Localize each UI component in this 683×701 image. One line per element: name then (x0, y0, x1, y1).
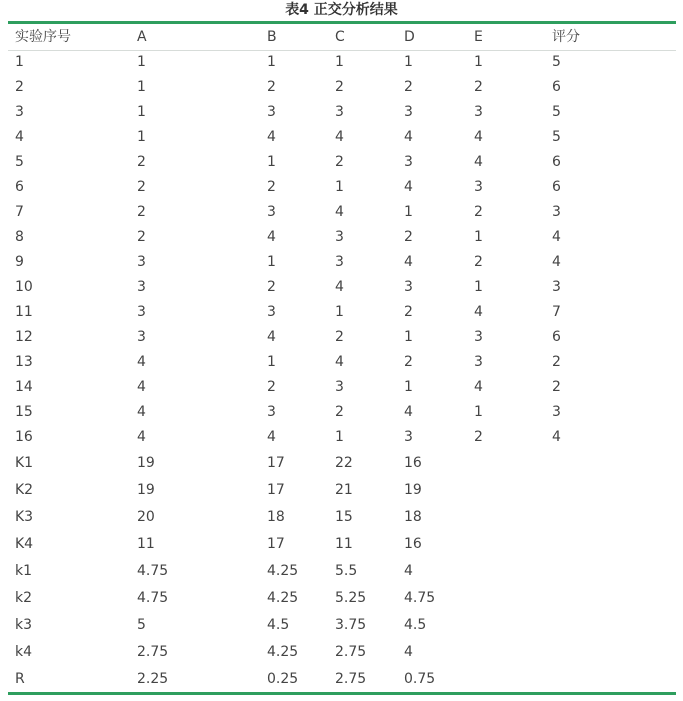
table-cell: 2 (474, 79, 483, 95)
table-cell: 2 (474, 254, 483, 270)
table-cell: 7 (15, 204, 24, 220)
table-cell: 2 (137, 204, 146, 220)
table-header-row (0, 25, 683, 50)
summary-row (0, 477, 683, 504)
table-cell: 2 (267, 279, 276, 295)
table-cell: 3 (335, 379, 344, 395)
table-row (0, 350, 683, 375)
table-cell: k3 (15, 617, 33, 633)
table-cell: 0.75 (404, 671, 436, 687)
table-cell: 2.75 (335, 644, 367, 660)
table-cell: 3 (474, 179, 483, 195)
table-cell: 2 (335, 404, 344, 420)
table-cell: 18 (267, 509, 285, 525)
table-cell: 4 (15, 129, 24, 145)
table-top-rule (8, 21, 676, 24)
table-cell: 6 (552, 154, 561, 170)
table-cell: 10 (15, 279, 33, 295)
table-cell: 4 (474, 304, 483, 320)
table-cell: k1 (15, 563, 33, 579)
table-row (0, 75, 683, 100)
table-row (0, 300, 683, 325)
table-cell: 4 (474, 129, 483, 145)
table-cell: 2.25 (137, 671, 169, 687)
table-cell: 3 (267, 304, 276, 320)
table-cell: 4 (404, 404, 413, 420)
table-cell: 21 (335, 482, 353, 498)
table-row (0, 175, 683, 200)
summary-row (0, 639, 683, 666)
table-cell: 5 (15, 154, 24, 170)
table-cell: 5.25 (335, 590, 367, 606)
table-cell: 3 (552, 404, 561, 420)
table-cell: 2 (267, 179, 276, 195)
summary-row (0, 612, 683, 639)
table-cell: 4.5 (404, 617, 427, 633)
table-cell: 2 (474, 429, 483, 445)
table-cell: 4 (552, 229, 561, 245)
table-cell: 6 (552, 329, 561, 345)
table-cell: 4.75 (137, 563, 169, 579)
table-cell: 11 (15, 304, 33, 320)
table-cell: 1 (137, 104, 146, 120)
column-header: 评分 (552, 29, 580, 45)
table-cell: 15 (15, 404, 33, 420)
table-cell: 19 (137, 482, 155, 498)
table-cell: 3 (267, 204, 276, 220)
table-row (0, 125, 683, 150)
table-cell: 3 (474, 329, 483, 345)
table-cell: K2 (15, 482, 34, 498)
table-cell: 3 (137, 254, 146, 270)
table-row (0, 200, 683, 225)
table-cell: 2.75 (335, 671, 367, 687)
table-cell: 2 (267, 379, 276, 395)
table-cell: 4 (552, 429, 561, 445)
table-cell: 16 (404, 455, 422, 471)
table-cell: 14 (15, 379, 33, 395)
table-cell: 3 (474, 354, 483, 370)
table-cell: 2.75 (137, 644, 169, 660)
table-title: 表4 正交分析结果 (285, 2, 398, 18)
table-cell: 3 (335, 229, 344, 245)
table-cell: 6 (552, 179, 561, 195)
table-row (0, 50, 683, 75)
table-cell: 1 (474, 229, 483, 245)
table-cell: 2 (404, 304, 413, 320)
table-cell: 1 (15, 54, 24, 70)
table-cell: 3 (137, 279, 146, 295)
table-cell: 3 (267, 104, 276, 120)
table-cell: 4.25 (267, 644, 299, 660)
table-cell: K3 (15, 509, 34, 525)
table-cell: 3 (335, 104, 344, 120)
table-cell: k4 (15, 644, 33, 660)
table-cell: 1 (267, 254, 276, 270)
table-cell: 7 (552, 304, 561, 320)
table-row (0, 100, 683, 125)
table-cell: 4 (404, 254, 413, 270)
table-cell: 1 (137, 79, 146, 95)
table-cell: 3 (404, 154, 413, 170)
table-cell: 17 (267, 536, 285, 552)
summary-row (0, 558, 683, 585)
table-row (0, 400, 683, 425)
table-cell: 2 (474, 204, 483, 220)
column-header: B (267, 29, 277, 45)
table-cell: 4 (335, 204, 344, 220)
table-cell: 5 (552, 104, 561, 120)
table-cell: 3 (15, 104, 24, 120)
table-body (0, 50, 683, 693)
table-cell: 1 (267, 54, 276, 70)
table-cell: 4 (404, 179, 413, 195)
table-cell: 4 (137, 429, 146, 445)
table-cell: 2 (552, 379, 561, 395)
table-cell: 4 (137, 379, 146, 395)
table-cell: R (15, 671, 25, 687)
table-cell: 4 (552, 254, 561, 270)
table-cell: 4.25 (267, 590, 299, 606)
table-cell: 4 (137, 354, 146, 370)
table-cell: 2 (15, 79, 24, 95)
table-cell: 3 (137, 329, 146, 345)
table-cell: 4 (267, 429, 276, 445)
table-cell: 1 (474, 54, 483, 70)
table-cell: 4.5 (267, 617, 290, 633)
table-row (0, 250, 683, 275)
table-cell: 2 (137, 179, 146, 195)
table-cell: 11 (335, 536, 353, 552)
table-cell: 5 (552, 129, 561, 145)
table-cell: 1 (137, 54, 146, 70)
table-cell: 4 (474, 379, 483, 395)
table-cell: 4 (404, 563, 413, 579)
summary-row (0, 504, 683, 531)
table-cell: 1 (474, 279, 483, 295)
column-header: A (137, 29, 147, 45)
table-cell: 1 (267, 154, 276, 170)
table-cell: 19 (404, 482, 422, 498)
summary-row (0, 666, 683, 693)
table-cell: 11 (137, 536, 155, 552)
table-row (0, 225, 683, 250)
table-cell: 2 (335, 329, 344, 345)
table-cell: 3 (552, 279, 561, 295)
table-cell: 9 (15, 254, 24, 270)
table-cell: 1 (335, 304, 344, 320)
table-cell: 1 (404, 54, 413, 70)
table-cell: 4 (267, 229, 276, 245)
table-cell: 5 (137, 617, 146, 633)
table-cell: 4 (335, 129, 344, 145)
table-cell: 1 (335, 179, 344, 195)
table-cell: 2 (335, 79, 344, 95)
table-cell: 3.75 (335, 617, 367, 633)
table-row (0, 275, 683, 300)
table-cell: 16 (15, 429, 33, 445)
table-row (0, 425, 683, 450)
table-cell: 4 (267, 129, 276, 145)
table-cell: 3 (474, 104, 483, 120)
table-cell: 22 (335, 455, 353, 471)
table-cell: 1 (137, 129, 146, 145)
table-row (0, 375, 683, 400)
table-cell: 18 (404, 509, 422, 525)
table-cell: 2 (267, 79, 276, 95)
table-row (0, 325, 683, 350)
table-cell: 2 (404, 79, 413, 95)
table-cell: K1 (15, 455, 34, 471)
column-header: E (474, 29, 483, 45)
table-cell: 2 (137, 154, 146, 170)
table-cell: 4 (335, 354, 344, 370)
table-cell: 2 (335, 154, 344, 170)
table-cell: 17 (267, 455, 285, 471)
table-cell: 6 (15, 179, 24, 195)
table-cell: 4.75 (404, 590, 436, 606)
table-cell: 3 (404, 429, 413, 445)
table-cell: k2 (15, 590, 33, 606)
table-cell: 3 (335, 254, 344, 270)
table-cell: 20 (137, 509, 155, 525)
table-cell: 2 (552, 354, 561, 370)
table-cell: 4.25 (267, 563, 299, 579)
table-cell: 15 (335, 509, 353, 525)
table-cell: 4 (404, 129, 413, 145)
table-cell: 16 (404, 536, 422, 552)
table-cell: 5 (552, 54, 561, 70)
table-cell: 3 (404, 104, 413, 120)
table-cell: 19 (137, 455, 155, 471)
table-cell: 17 (267, 482, 285, 498)
table-cell: 5.5 (335, 563, 358, 579)
table-cell: 0.25 (267, 671, 299, 687)
table-cell: K4 (15, 536, 34, 552)
summary-row (0, 531, 683, 558)
summary-row (0, 450, 683, 477)
table-cell: 1 (474, 404, 483, 420)
table-cell: 1 (404, 379, 413, 395)
table-cell: 6 (552, 79, 561, 95)
summary-row (0, 585, 683, 612)
table-cell: 1 (335, 54, 344, 70)
table-cell: 3 (137, 304, 146, 320)
column-header: 实验序号 (15, 29, 71, 45)
table-cell: 3 (267, 404, 276, 420)
table-cell: 12 (15, 329, 33, 345)
table-bottom-rule (8, 692, 676, 695)
table-cell: 1 (267, 354, 276, 370)
table-cell: 1 (335, 429, 344, 445)
table-cell: 2 (404, 354, 413, 370)
column-header: D (404, 29, 415, 45)
table-cell: 4.75 (137, 590, 169, 606)
table-cell: 8 (15, 229, 24, 245)
table-cell: 4 (335, 279, 344, 295)
table-cell: 4 (267, 329, 276, 345)
table-cell: 4 (137, 404, 146, 420)
table-cell: 3 (552, 204, 561, 220)
table-cell: 2 (404, 229, 413, 245)
table-cell: 1 (404, 329, 413, 345)
column-header: C (335, 29, 345, 45)
table-cell: 4 (474, 154, 483, 170)
table-cell: 4 (404, 644, 413, 660)
table-cell: 3 (404, 279, 413, 295)
table-row (0, 150, 683, 175)
table-cell: 13 (15, 354, 33, 370)
table-cell: 1 (404, 204, 413, 220)
table-cell: 2 (137, 229, 146, 245)
